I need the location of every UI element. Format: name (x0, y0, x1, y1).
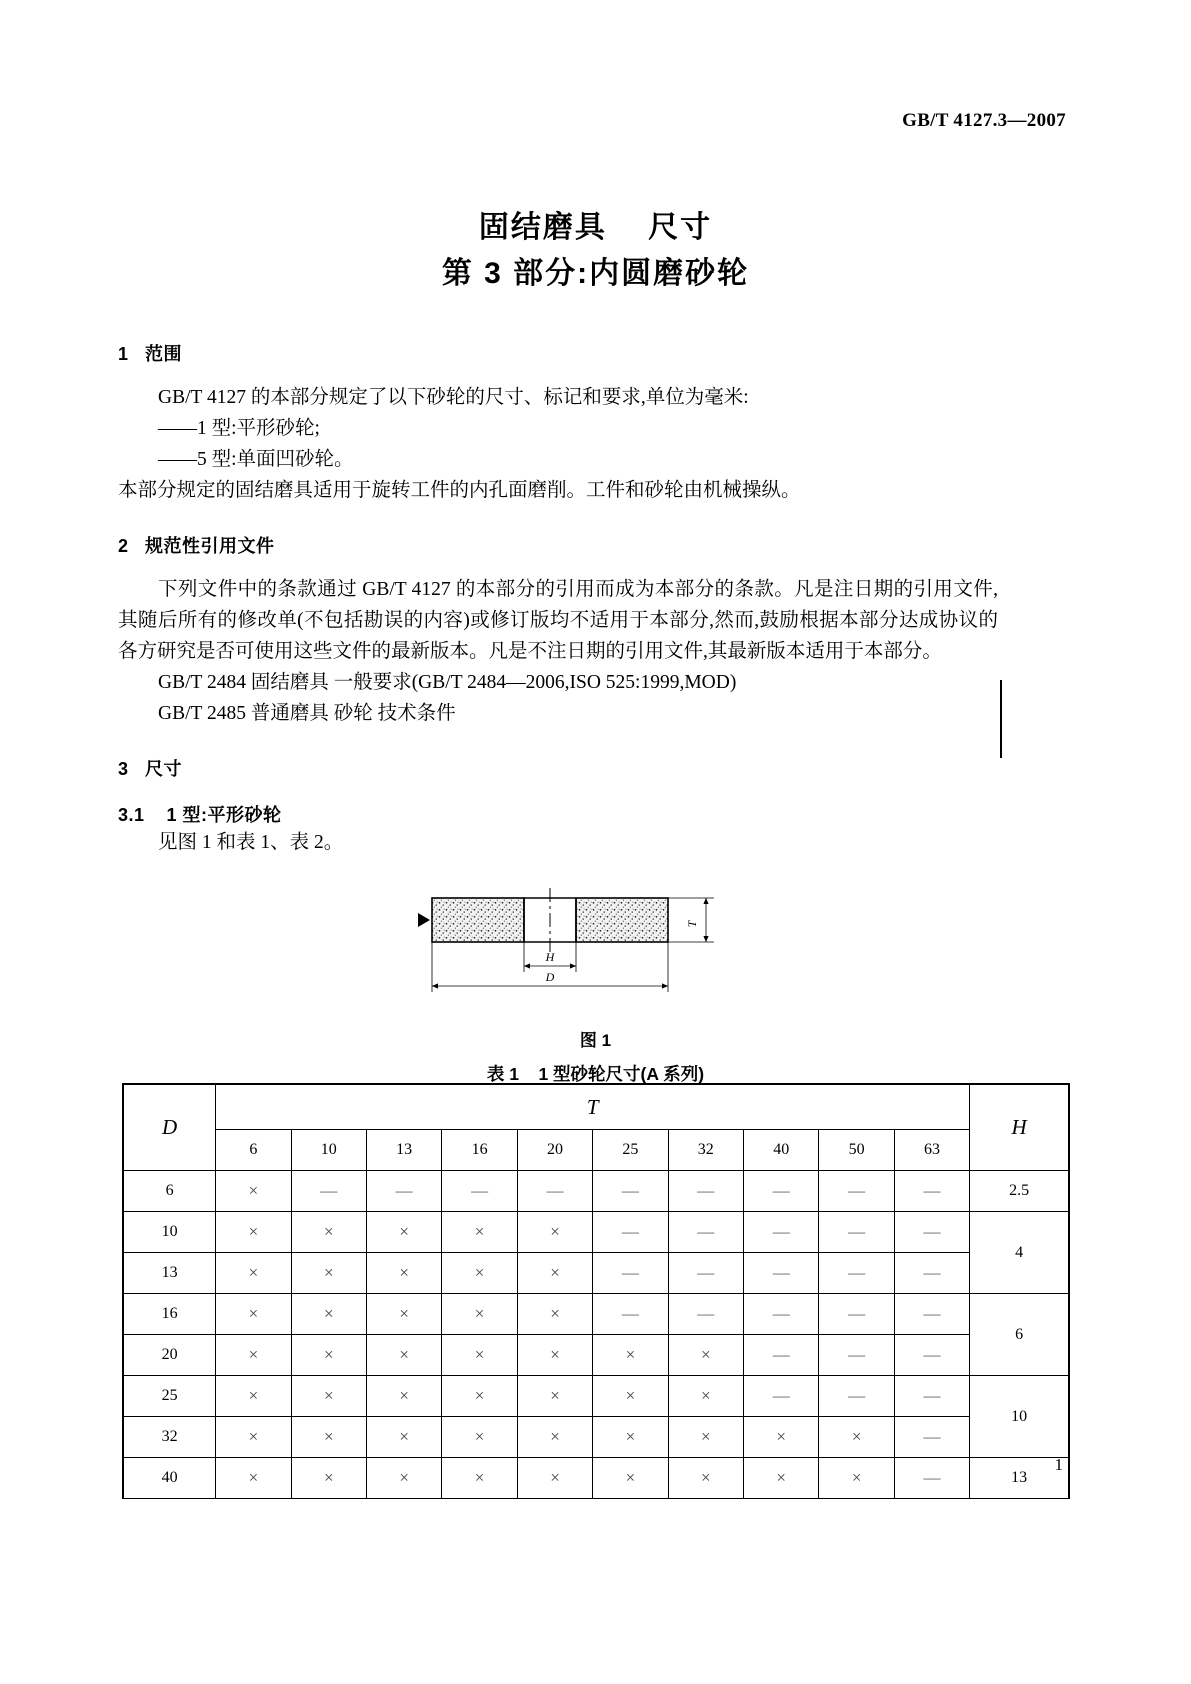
cell-availability: — (894, 1335, 969, 1376)
figure-caption: 图 1 (579, 1031, 612, 1050)
header-t-value-20: 20 (517, 1130, 592, 1171)
cell-availability: × (216, 1417, 291, 1458)
section-heading-2: 2 规范性引用文件 (118, 536, 275, 556)
table-1-wrapper (122, 1083, 1070, 1499)
cell-h-value: 13 (970, 1458, 1069, 1499)
cell-availability: × (291, 1253, 366, 1294)
cell-availability: — (819, 1253, 894, 1294)
cell-availability: — (894, 1171, 969, 1212)
section-heading-3: 3 尺寸 (118, 759, 183, 779)
cell-availability: × (366, 1294, 441, 1335)
section-2-reference-2: GB/T 2485 普通磨具 砂轮 技术条件 (158, 703, 456, 724)
cell-availability: × (216, 1376, 291, 1417)
cell-availability: × (593, 1458, 668, 1499)
cell-availability: × (216, 1294, 291, 1335)
cell-availability: × (366, 1335, 441, 1376)
table-row (123, 1417, 1069, 1458)
cell-availability: — (593, 1171, 668, 1212)
header-t-value-25: 25 (593, 1130, 668, 1171)
cell-availability: — (819, 1212, 894, 1253)
cell-h-value: 2.5 (970, 1171, 1069, 1212)
section-3-1-text: 见图 1 和表 1、表 2。 (158, 832, 344, 853)
cell-availability: — (593, 1212, 668, 1253)
table-row (123, 1171, 1069, 1212)
section-2-paragraph-1: 下列文件中的条款通过 GB/T 4127 的本部分的引用而成为本部分的条款。凡是注日期的引用文件,其随后所有的修改单(不包括勘误的内容)或修订版均不适用于本部分,然而,鼓励根据本部分达成协议的各方研究是否可使用这些文件的最新版本。凡是不注日期的引用文件,其最新版本适用于本部分。 (118, 579, 998, 662)
cell-availability: — (668, 1212, 743, 1253)
cell-availability: × (442, 1253, 517, 1294)
cell-availability: × (291, 1376, 366, 1417)
cell-availability: × (744, 1458, 819, 1499)
label-T: T (684, 920, 699, 928)
cell-availability: × (517, 1212, 592, 1253)
running-header (902, 110, 1066, 132)
cell-availability: — (744, 1171, 819, 1212)
cell-availability: — (894, 1212, 969, 1253)
cell-availability: — (819, 1335, 894, 1376)
header-t-value-63: 63 (894, 1130, 969, 1171)
cell-availability: — (744, 1212, 819, 1253)
cell-h-value: 4 (970, 1212, 1069, 1294)
table-header-row-2 (123, 1130, 1069, 1171)
cell-availability: — (894, 1253, 969, 1294)
cell-availability: × (819, 1458, 894, 1499)
cell-availability: × (366, 1376, 441, 1417)
dimension-table (122, 1083, 1070, 1499)
cell-availability: × (366, 1417, 441, 1458)
cell-d-value: 13 (123, 1253, 216, 1294)
cell-availability: × (593, 1376, 668, 1417)
cell-availability: — (593, 1253, 668, 1294)
cell-availability: — (517, 1171, 592, 1212)
cell-d-value: 10 (123, 1212, 216, 1253)
cell-availability: × (517, 1294, 592, 1335)
cell-availability: — (819, 1294, 894, 1335)
cell-d-value: 25 (123, 1376, 216, 1417)
cell-availability: — (668, 1294, 743, 1335)
change-marker-bar (1000, 680, 1002, 758)
cell-availability: × (366, 1212, 441, 1253)
cell-availability: × (291, 1335, 366, 1376)
cell-availability: — (894, 1376, 969, 1417)
cell-availability: × (216, 1171, 291, 1212)
cell-availability: × (291, 1294, 366, 1335)
header-t-value-40: 40 (744, 1130, 819, 1171)
header-t-value-32: 32 (668, 1130, 743, 1171)
header-t-value-6: 6 (216, 1130, 291, 1171)
cell-availability: × (668, 1417, 743, 1458)
page-number: 1 (1054, 1455, 1063, 1474)
table-row (123, 1335, 1069, 1376)
grinding-wheel-diagram (396, 880, 796, 1015)
cell-availability: — (744, 1335, 819, 1376)
section-1-paragraph-1: GB/T 4127 的本部分规定了以下砂轮的尺寸、标记和要求,单位为毫米: (158, 387, 749, 408)
header-H: H (970, 1084, 1069, 1171)
cell-availability: — (593, 1294, 668, 1335)
table-header-row-1 (123, 1084, 1069, 1130)
cell-availability: — (442, 1171, 517, 1212)
cell-availability: × (593, 1335, 668, 1376)
table-row (123, 1212, 1069, 1253)
header-t-value-10: 10 (291, 1130, 366, 1171)
cell-availability: × (366, 1458, 441, 1499)
cell-availability: × (442, 1294, 517, 1335)
cell-h-value: 6 (970, 1294, 1069, 1376)
cell-availability: — (894, 1294, 969, 1335)
section-1-paragraph-3: ——5 型:单面凹砂轮。 (158, 449, 354, 470)
cell-availability: × (442, 1458, 517, 1499)
cell-d-value: 32 (123, 1417, 216, 1458)
title-line-1: 固结磨具 尺寸 (478, 211, 713, 244)
cell-availability: × (517, 1458, 592, 1499)
label-H: H (545, 950, 554, 964)
cell-availability: × (291, 1212, 366, 1253)
cell-availability: × (291, 1417, 366, 1458)
title-line-2: 第 3 部分:内圆磨砂轮 (441, 257, 750, 290)
cell-availability: × (216, 1212, 291, 1253)
cell-availability: — (819, 1376, 894, 1417)
cell-availability: × (593, 1417, 668, 1458)
figure-1-block (0, 880, 1191, 1086)
cell-availability: × (668, 1335, 743, 1376)
cell-availability: — (894, 1458, 969, 1499)
cell-availability: × (442, 1335, 517, 1376)
feed-arrow-icon (402, 913, 430, 927)
document-title-block (0, 205, 1191, 297)
table-row (123, 1294, 1069, 1335)
cell-availability: × (517, 1335, 592, 1376)
cell-availability: × (442, 1376, 517, 1417)
cell-d-value: 6 (123, 1171, 216, 1212)
header-t-value-16: 16 (442, 1130, 517, 1171)
table-row (123, 1376, 1069, 1417)
cell-availability: × (517, 1417, 592, 1458)
cell-availability: — (894, 1417, 969, 1458)
header-T: T (216, 1084, 970, 1130)
section-1-paragraph-4: 本部分规定的固结磨具适用于旋转工件的内孔面磨削。工件和砂轮由机械操纵。 (118, 480, 801, 501)
cell-d-value: 40 (123, 1458, 216, 1499)
cell-availability: — (744, 1376, 819, 1417)
cell-availability: × (442, 1417, 517, 1458)
cell-availability: × (442, 1212, 517, 1253)
cell-availability: × (291, 1458, 366, 1499)
cell-h-value: 10 (970, 1376, 1069, 1458)
cell-availability: — (819, 1171, 894, 1212)
cell-d-value: 16 (123, 1294, 216, 1335)
cell-availability: × (216, 1335, 291, 1376)
document-body (118, 340, 998, 858)
cell-availability: — (291, 1171, 366, 1212)
cell-availability: × (366, 1253, 441, 1294)
cell-availability: × (517, 1253, 592, 1294)
label-D: D (545, 970, 554, 984)
header-D: D (123, 1084, 216, 1171)
cell-availability: — (366, 1171, 441, 1212)
cell-d-value: 20 (123, 1335, 216, 1376)
cell-availability: — (668, 1171, 743, 1212)
cell-availability: — (668, 1253, 743, 1294)
table-row (123, 1458, 1069, 1499)
section-heading-1: 1 范围 (118, 344, 183, 364)
section-heading-3-1: 3.1 1 型:平形砂轮 (118, 805, 282, 825)
section-2-reference-1: GB/T 2484 固结磨具 一般要求(GB/T 2484—2006,ISO 525:1999,MOD) (158, 672, 737, 693)
cell-availability: × (517, 1376, 592, 1417)
table-row (123, 1253, 1069, 1294)
cell-availability: × (216, 1253, 291, 1294)
header-t-value-13: 13 (366, 1130, 441, 1171)
cell-availability: × (668, 1376, 743, 1417)
cell-availability: × (744, 1417, 819, 1458)
cell-availability: × (819, 1417, 894, 1458)
standard-number: GB/T 4127.3—2007 (902, 110, 1066, 131)
cell-availability: — (744, 1253, 819, 1294)
cell-availability: × (216, 1458, 291, 1499)
cell-availability: — (744, 1294, 819, 1335)
table-caption: 表 1 1 型砂轮尺寸(A 系列) (486, 1064, 705, 1084)
cell-availability: × (668, 1458, 743, 1499)
header-t-value-50: 50 (819, 1130, 894, 1171)
section-1-paragraph-2: ——1 型:平形砂轮; (158, 418, 320, 439)
